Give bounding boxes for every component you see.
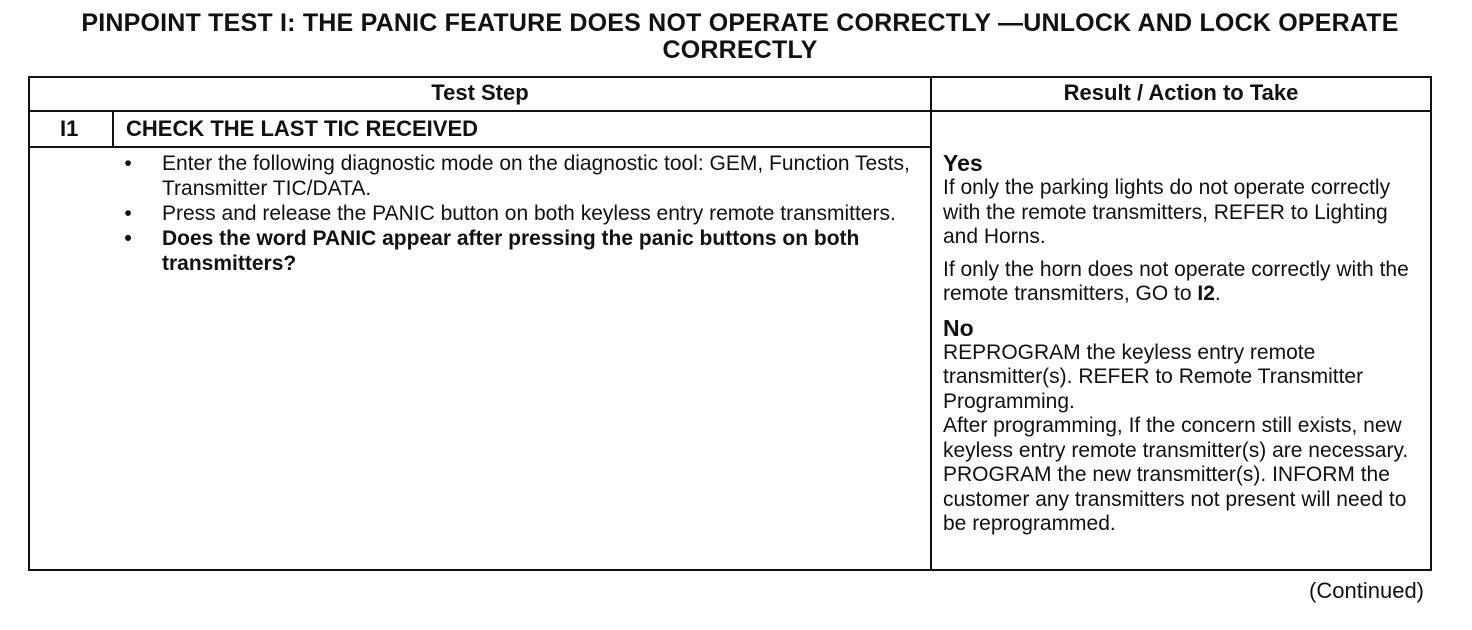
yes-text-2-end: . [1214,282,1221,305]
instruction-question [120,226,920,276]
step-title-divider [28,146,932,148]
bullet-icon: • [124,202,132,225]
yes-text-2-body: If only the horn does not operate correctly with the remote transmitters, GO to [943,257,1409,305]
instruction-text: Enter the following diagnostic mode on the diagnostic tool: GEM, Function Tests, Transmitter TIC/DATA. [162,152,910,200]
bullet-icon: • [124,152,132,175]
no-text-2: After programming, If the concern still exists, new keyless entry remote transmitter(s) are necessary. PROGRAM the new transmitter(s). INFORM the customer any transmitters not present will need to be reprogrammed. [943,414,1409,535]
question-text: Does the word PANIC appear after pressing the panic buttons on both transmitters? [162,227,860,275]
step-title: CHECK THE LAST TIC RECEIVED [126,116,479,141]
header-divider [28,110,1432,112]
goto-step-ref: I2 [1197,282,1215,305]
result-header: Result / Action to Take [1063,80,1299,105]
yes-text-2 [943,258,1425,307]
result-action [943,150,1425,537]
test-step-header: Test Step [431,80,529,105]
bullet-icon: • [124,227,132,250]
instruction-item [120,201,920,226]
column-divider [930,76,932,571]
step-id-divider [112,110,114,148]
continued-note: (Continued) [1309,578,1424,603]
step-instructions [120,151,920,276]
instruction-item [120,151,920,201]
yes-text-1: If only the parking lights do not operate correctly with the remote transmitters, REFER to Lighting and Horns. [943,176,1391,248]
no-label: No [943,314,974,341]
page-title: PINPOINT TEST I: THE PANIC FEATURE DOES NOT OPERATE CORRECTLY —UNLOCK AND LOCK OPERATE CORRECTLY [81,9,1399,64]
instruction-text: Press and release the PANIC button on both keyless entry remote transmitters. [162,202,896,225]
step-id: I1 [60,116,79,141]
yes-label: Yes [943,150,983,176]
no-text-1: REPROGRAM the keyless entry remote transmitter(s). REFER to Remote Transmitter Programming. [943,340,1364,413]
